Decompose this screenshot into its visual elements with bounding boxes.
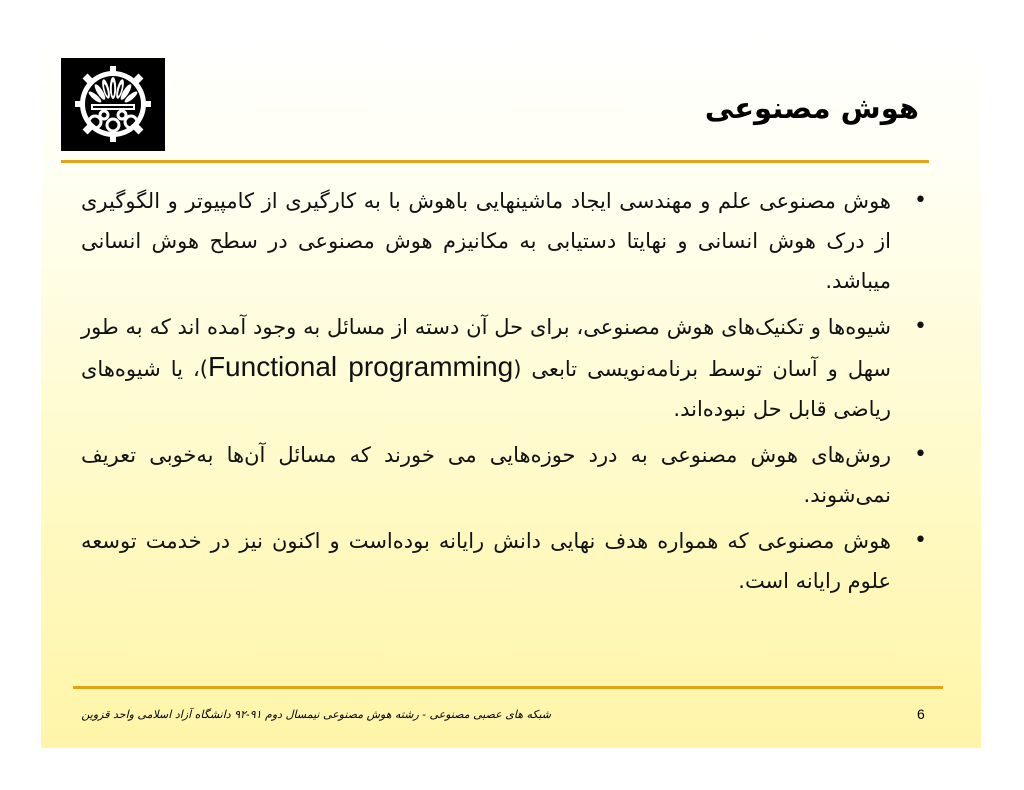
slide — [41, 36, 981, 748]
bullet-item — [81, 181, 917, 301]
footer-divider — [73, 686, 943, 689]
bullet-text-after: )، یا شیوه‌های ریاضی قابل حل نبوده‌اند. — [81, 357, 891, 421]
title-divider — [61, 160, 929, 163]
university-emblem-icon — [61, 58, 165, 151]
bullet-item — [81, 307, 917, 429]
bullet-list — [81, 181, 917, 607]
bullet-text: روش‌های هوش مصنوعی به درد حوزه‌هایی می خورند که مسائل آن‌ها به‌خوبی تعریف نمی‌شوند. — [81, 443, 891, 507]
bullet-item — [81, 521, 917, 601]
page-number: 6 — [917, 706, 925, 722]
bullet-text: هوش مصنوعی علم و مهندسی ایجاد ماشینهایی باهوش با به کارگیری از کامپیوتر و الگوگیری از درک هوش انسانی و نهایتا دستیابی به مکانیزم هوش مصنوعی در سطح هوش انسانی میباشد. — [81, 189, 891, 293]
bullet-text-before: شیوه‌ها و تکنیک‌های هوش مصنوعی، برای حل آن دسته از مسائل به وجود آمده اند که به طور سهل و آسان توسط برنامه‌نویسی تابعی ( — [81, 315, 891, 381]
bullet-item — [81, 435, 917, 515]
bullet-latin-term: Functional programming — [207, 351, 514, 382]
footer-course-info: شبکه های عصبی مصنوعی - رشته هوش مصنوعی نیمسال دوم ۹۱-۹۲ دانشگاه آزاد اسلامی واحد قزوین — [81, 708, 551, 721]
bullet-text: هوش مصنوعی که همواره هدف نهایی دانش رایانه بوده‌است و اکنون نیز در خدمت توسعه علوم رایانه است. — [81, 529, 891, 593]
slide-title: هوش مصنوعی — [704, 91, 919, 125]
